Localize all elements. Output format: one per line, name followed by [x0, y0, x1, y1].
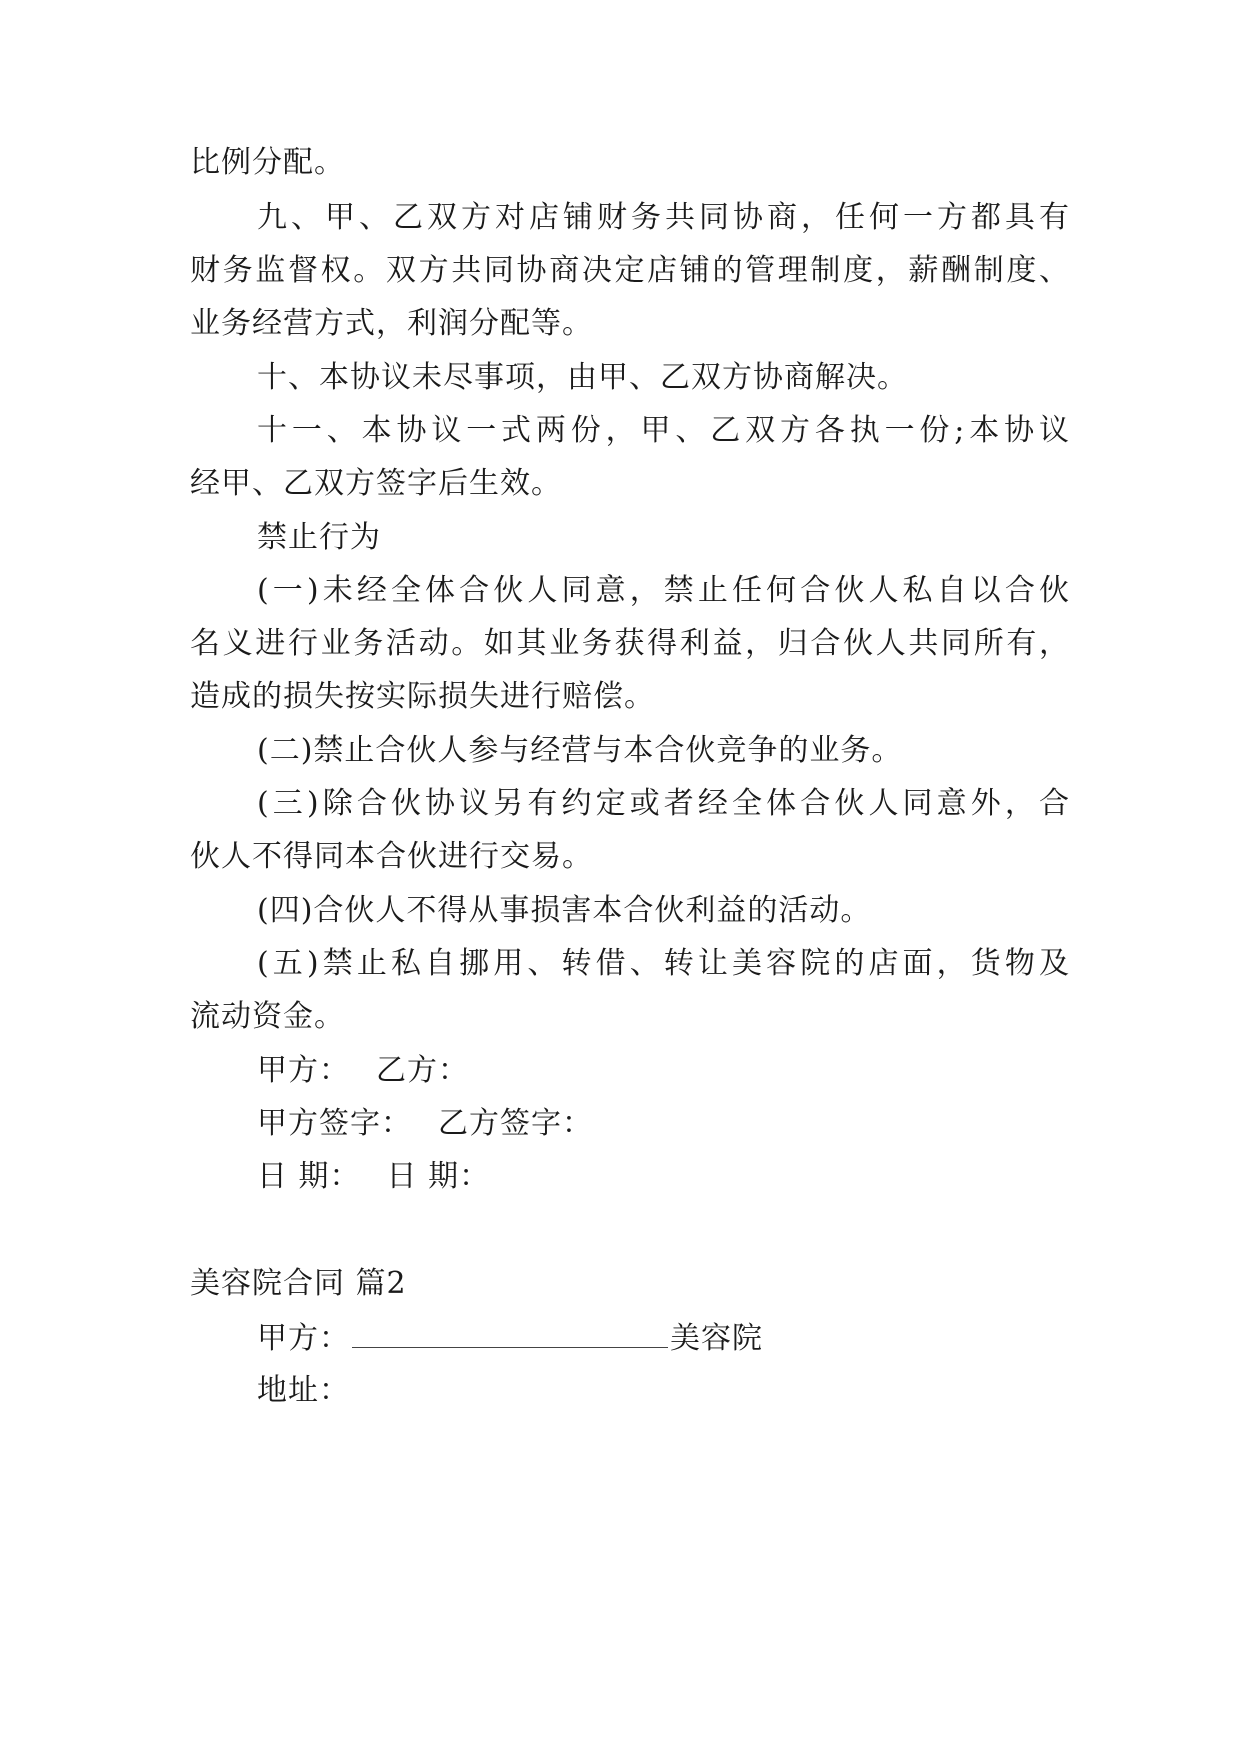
clause-9-line-2: 财务监督权。双方共同协商决定店铺的管理制度，薪酬制度、: [190, 253, 1070, 288]
party-a-sign-label: 甲方签字：: [257, 1106, 412, 1141]
section-2-party-a: [257, 1317, 1137, 1357]
party-b-label: 乙方：: [376, 1053, 469, 1088]
prohibition-5-line-2: 流动资金。: [190, 999, 345, 1034]
prohibition-1-line-3: 造成的损失按实际损失进行赔偿。: [190, 679, 655, 714]
section-2-heading: 美容院合同 篇2: [190, 1266, 407, 1301]
signature-parties: [257, 1051, 1137, 1091]
clause-9-line-3: 业务经营方式，利润分配等。: [190, 306, 593, 341]
section-2-address: 地址：: [257, 1373, 350, 1408]
signature-dates: [257, 1157, 1137, 1197]
party-a-date-label: 日 期：: [257, 1159, 361, 1194]
paragraph-line: 比例分配。: [190, 145, 345, 180]
clause-11-line-2: 经甲、乙双方签字后生效。: [190, 466, 562, 501]
prohibition-3-line-2: 伙人不得同本合伙进行交易。: [190, 839, 593, 874]
section-2-party-a-label: 甲方：: [257, 1321, 350, 1356]
party-a-label: 甲方：: [257, 1053, 350, 1088]
prohibition-2: (二)禁止合伙人参与经营与本合伙竞争的业务。: [257, 733, 903, 768]
party-b-sign-label: 乙方签字：: [438, 1106, 593, 1141]
clause-9-line-1: 九、甲、乙双方对店铺财务共同协商，任何一方都具有: [257, 200, 1070, 235]
party-b-date-label: 日 期：: [386, 1159, 491, 1194]
prohibition-3-line-1: (三)除合伙协议另有约定或者经全体合伙人同意外，合: [257, 786, 1070, 821]
party-a-name-blank: [352, 1317, 668, 1348]
section-2-party-a-suffix: 美容院: [670, 1321, 763, 1356]
prohibition-5-line-1: (五)禁止私自挪用、转借、转让美容院的店面，货物及: [257, 946, 1070, 981]
prohibition-4: (四)合伙人不得从事损害本合伙利益的活动。: [257, 893, 872, 928]
prohibition-1-line-2: 名义进行业务活动。如其业务获得利益，归合伙人共同所有，: [190, 626, 1070, 661]
clause-10: 十、本协议未尽事项，由甲、乙双方协商解决。: [257, 360, 908, 395]
section-heading-prohibited: 禁止行为: [257, 520, 381, 555]
prohibition-1-line-1: (一)未经全体合伙人同意，禁止任何合伙人私自以合伙: [257, 573, 1070, 608]
clause-11-line-1: 十一、本协议一式两份，甲、乙双方各执一份;本协议: [257, 413, 1070, 448]
signature-signs: [257, 1104, 1137, 1144]
